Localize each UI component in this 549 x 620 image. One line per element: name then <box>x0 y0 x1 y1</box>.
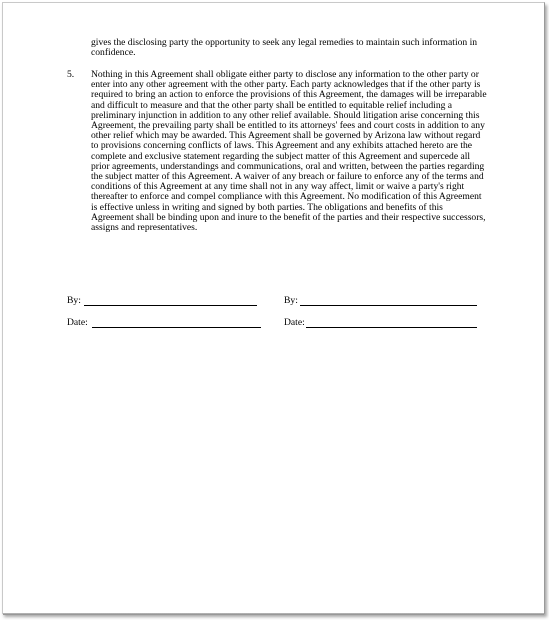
date-label: Date: <box>67 317 88 328</box>
date-signature-line <box>92 327 261 328</box>
item-paragraph: Nothing in this Agreement shall obligate either party to disclose any information to the other party or enter into any other agreement with the other party. Each party acknowledges that if the other party is required to bring an action to enforce the provisions of this Agreement, the damages will be irreparable and difficult to measure and that the other party shall be entitled to equitable relief including a preliminary injunction in addition to any other relief available. Should litigation arise concerning this Agreement, the prevailing party shall be entitled to its attorneys' fees and court costs in addition to any other relief which may be awarded. This Agreement shall be governed by Arizona law without regard to provisions concerning conflicts of laws. This Agreement and any exhibits attached hereto are the complete and exclusive statement regarding the subject matter of this Agreement and supercede all prior agreements, understandings and communications, oral and written, between the parties regarding the subject matter of this Agreement. A waiver of any breach or failure to enforce any of the terms and conditions of this Agreement at any time shall not in any way affect, limit or waive a party's right thereafter to enforce and compel compliance with this Agreement. No modification of this Agreement is effective unless in writing and signed by both parties. The obligations and benefits of this Agreement shall be binding upon and inure to the benefit of the parties and their respective successors, assigns and representatives. <box>91 69 487 234</box>
by-label: By: <box>284 295 298 306</box>
page-bottom-edge <box>3 613 544 615</box>
document-page <box>2 2 545 614</box>
by-label: By: <box>67 295 81 306</box>
by-signature-line <box>300 305 477 306</box>
continuation-paragraph: gives the disclosing party the opportunity to seek any legal remedies to maintain such information in confidence. <box>91 37 478 59</box>
date-label: Date: <box>284 317 305 328</box>
item-number: 5. <box>67 69 75 80</box>
date-signature-line <box>306 327 477 328</box>
by-signature-line <box>84 305 257 306</box>
